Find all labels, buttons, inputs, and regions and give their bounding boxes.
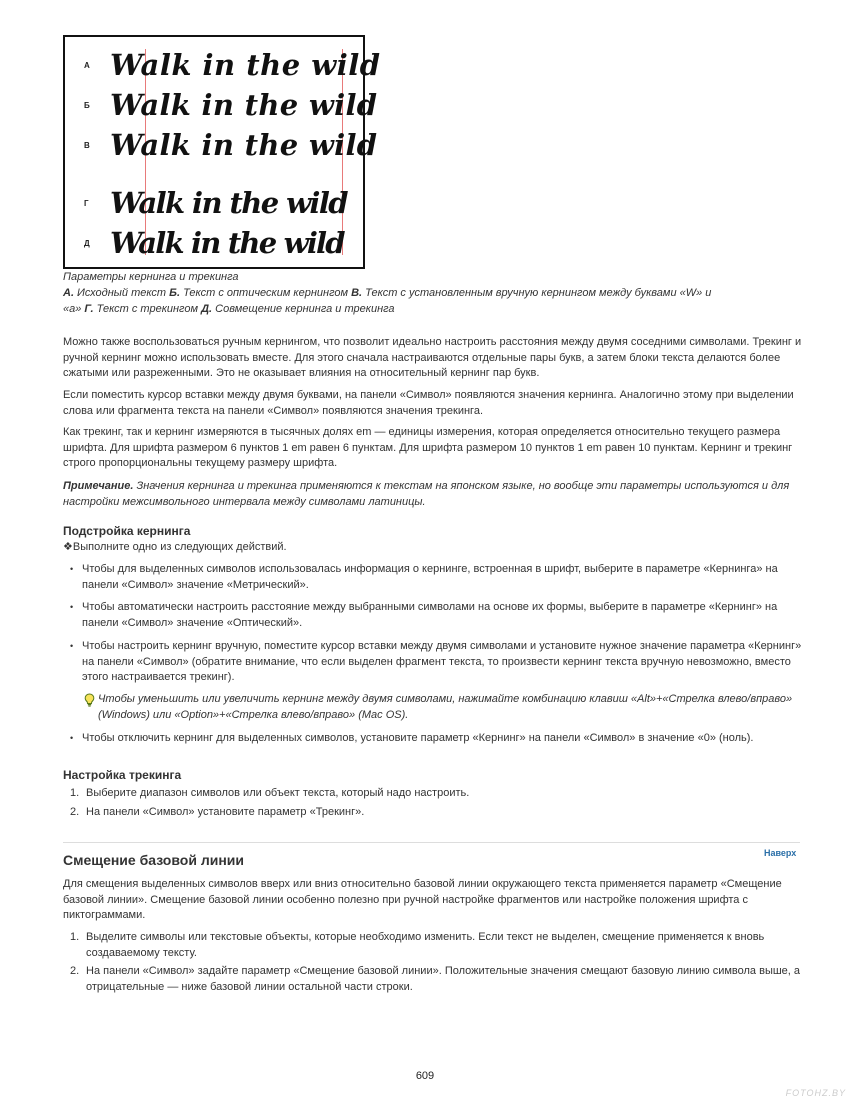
- caption-text: Текст с трекингом: [93, 303, 202, 315]
- caption-text: Текст с установленным вручную кернингом между буквами «W» и: [362, 287, 712, 299]
- note-paragraph: [63, 479, 813, 510]
- figure-caption-line: [63, 303, 395, 315]
- bullet-icon: •: [70, 602, 74, 612]
- bullet-icon: •: [70, 641, 74, 651]
- step-number: 1.: [70, 787, 80, 799]
- kerning-tracking-figure: [63, 35, 381, 269]
- list-item: [70, 731, 802, 747]
- baseline-heading: Смещение базовой линии: [63, 852, 244, 868]
- bullet-icon: •: [70, 564, 74, 574]
- step-number: 2.: [70, 965, 80, 977]
- list-item: [70, 786, 801, 802]
- section-divider: [63, 842, 800, 843]
- caption-text: Текст с оптическим кернингом: [180, 287, 352, 299]
- kerning-intro-text: Выполните одно из следующих действий.: [72, 541, 287, 553]
- list-item: [70, 930, 801, 961]
- list-item-text: Выберите диапазон символов или объект текста, который надо настроить.: [86, 787, 470, 799]
- note-label: Примечание.: [63, 480, 134, 492]
- figure-caption-title: Параметры кернинга и трекинга: [63, 271, 239, 283]
- caption-key: Г.: [84, 303, 94, 315]
- step-number: 1.: [70, 931, 80, 943]
- list-item: [70, 600, 802, 631]
- caption-text: Совмещение кернинга и трекинга: [212, 303, 395, 315]
- figure-sample-text: Walk in the wild: [110, 48, 381, 82]
- caption-key: В.: [351, 287, 363, 299]
- step-number: 2.: [70, 806, 80, 818]
- list-item-text: На панели «Символ» установите параметр «Трекинг».: [86, 806, 365, 818]
- figure-row-label: В: [84, 141, 90, 150]
- list-item-text: Чтобы автоматически настроить расстояние между выбранными символами на основе их формы, выберите в параметре «Кернинг» на панели «Символ» значение «Оптический».: [82, 601, 778, 629]
- tracking-heading: Настройка трекинга: [63, 768, 182, 782]
- figure-row-label: Г: [84, 199, 89, 208]
- list-item-text: Чтобы настроить кернинг вручную, поместите курсор вставки между двумя символами и установите нужное значение параметра «Кернинг» на панели «Символ» (обратите внимание, что если выделен фрагмент текста, то произвести кернинг текста вручную невозможно, вместо этого настраивается трекинг).: [82, 640, 802, 683]
- figure-sample-text: Walk in the wild: [110, 128, 378, 162]
- watermark: FOTOHZ.BY: [785, 1088, 846, 1098]
- kerning-intro: [63, 540, 813, 556]
- back-to-top-link[interactable]: Наверх: [764, 848, 797, 858]
- list-item: [70, 639, 802, 686]
- list-item-text: На панели «Символ» задайте параметр «Смещение базовой линии». Положительные значения смещают базовую линию символа выше, а отрицательные — ниже базовой линии остальной части строки.: [86, 965, 801, 993]
- figure-sample-text: Walk in the wild: [110, 88, 378, 122]
- bullet-icon: •: [70, 733, 74, 743]
- figure-caption-line: [63, 287, 711, 299]
- kerning-shortcut-tip: Чтобы уменьшить или увеличить кернинг между двумя символами, нажимайте комбинацию клавиш «Alt»+«Стрелка влево/вправо» (Windows) или «Option»+«Стрелка влево/вправо» (Mac OS).: [98, 693, 793, 721]
- figure-row-label: Б: [84, 101, 90, 110]
- list-item-text: Чтобы для выделенных символов использовалась информация о кернинге, встроенная в шрифт, выберите в параметре «Кернинга» на панели «Символ» значение «Метрический».: [82, 563, 778, 591]
- figure-sample-text: Walk in the wild: [110, 186, 347, 220]
- caption-text: «а»: [63, 303, 85, 315]
- note-text: Значения кернинга и трекинга применяются к текстам на японском языке, но вообще эти параметры используются и для настройки межсимвольного интервала между символами латиницы.: [63, 480, 790, 508]
- paragraph-kerning-values: Если поместить курсор вставки между двумя буквами, на панели «Символ» появляются значения кернинга. Аналогично этому при выделении слова или фрагмента текста на панели «Символ» появляются значения трекинга.: [63, 389, 794, 417]
- lightbulb-icon: [84, 693, 95, 707]
- figure-sample-text: Walk in the wild: [110, 226, 344, 260]
- kerning-heading: Подстройка кернинга: [63, 524, 191, 538]
- caption-key: Б.: [169, 287, 181, 299]
- list-item: [70, 805, 801, 821]
- diamond-bullets-icon: ❖: [63, 541, 73, 553]
- caption-key: Д.: [201, 303, 213, 315]
- list-item-text: Чтобы отключить кернинг для выделенных символов, установите параметр «Кернинг» на панели «Символ» в значение «0» (ноль).: [82, 732, 754, 744]
- page-number: 609: [415, 1070, 435, 1082]
- figure-row-label: А: [84, 61, 90, 70]
- list-item: [70, 562, 802, 593]
- caption-key: А.: [63, 287, 74, 299]
- paragraph-manual-kerning: Можно также воспользоваться ручным кернингом, что позволит идеально настроить расстояния между двумя соседними символами. Трекинг и ручной кернинг можно использовать вместе. Для этого сначала настраиваются отдельные пары букв, а затем блоки текста делаются более сжатыми или разреженными. Это не оказывает влияния на относительный кернинг пар букв.: [63, 336, 802, 379]
- paragraph-em-units: Как трекинг, так и кернинг измеряются в тысячных долях em — единицы измерения, которая определяется относительно текущего размера шрифта. Для шрифта размером 6 пунктов 1 em равен 6 пунктам. Для шрифта размером 10 пунктов 1 em равен 10 пунктам. Кернинг и трекинг строго пропорциональны текущему размеру шрифта.: [63, 426, 793, 469]
- baseline-intro: Для смещения выделенных символов вверх или вниз относительно базовой линии окружающего текста применяется параметр «Смещение базовой линии». Смещение базовой линии особенно полезно при ручной настройке фрагментов или настройке положения шрифта с пиктограммами.: [63, 878, 782, 921]
- caption-text: Исходный текст: [74, 287, 170, 299]
- list-item: [70, 964, 801, 995]
- list-item-text: Выделите символы или текстовые объекты, которые необходимо изменить. Если текст не выделен, смещение применяется к вновь создаваемому тексту.: [86, 931, 765, 959]
- figure-row-label: Д: [84, 239, 90, 248]
